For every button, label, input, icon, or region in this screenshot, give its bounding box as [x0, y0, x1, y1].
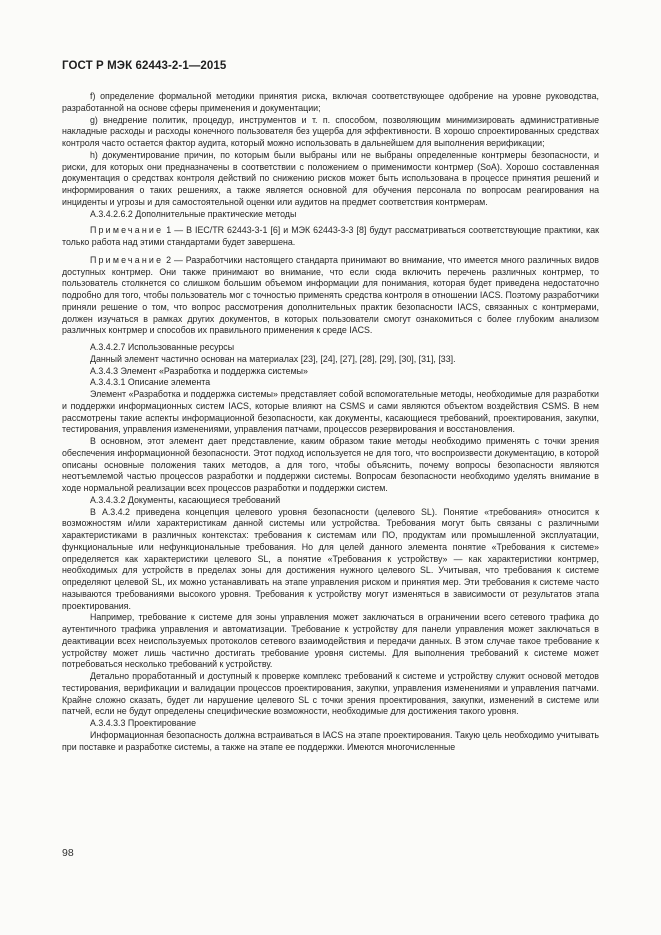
- document-body: [62, 91, 599, 753]
- paragraph: Информационная безопасность должна встраиваться в IACS на этапе проектирования. Такую цель необходимо учитывать при поставке и разработке системы, а также на этапе ее поддержки. Имеются многочисленные: [62, 729, 599, 752]
- section-heading: A.3.4.3.3 Проектирование: [90, 718, 197, 728]
- section-heading: A.3.4.3.2 Документы, касающиеся требований: [90, 494, 281, 505]
- paragraph: Данный элемент частично основан на материалах [23], [24], [27], [28], [29], [30], [31], [33].: [90, 353, 456, 364]
- section-heading: A.3.4.3.1 Описание элемента: [90, 377, 211, 388]
- note-number: 1: [166, 225, 172, 236]
- document-header: ГОСТ Р МЭК 62443-2-1—2015: [62, 60, 227, 72]
- note-label: Примечание: [90, 254, 164, 265]
- paragraph: В основном, этот элемент дает представление, каким образом такие методы необходимо применять с точки зрения обеспечения информационной безопасности. Этот подход используется не для того, что воспроизвести документацию, в которой описаны основные положения таких методов, а для того, чтобы объяснить, почему вопросы безопасности являются неотъемлемой частью процессов разработки и поддержки системы. Вопросам безопасности необходимо уделять внимание в ходе нормальной реализации всех процессов разработки и поддержки систем.: [62, 436, 599, 493]
- list-item-g: g) внедрение политик, процедур, инструментов и т. п. способом, позволяющим минимизировать административные накладные расходы и расходы конечного пользователя без ущерба для эффективности. В хорошо спроектированных средствах контроля часто остается фактор аудита, который можно использовать в дальнейшем для выполнения верификации;: [62, 114, 599, 148]
- note-2: [62, 255, 599, 337]
- note-number: 2: [166, 254, 172, 265]
- paragraph: Например, требование к системе для зоны управления может заключаться в ограничении всего сетевого трафика до аутентичного трафика управления и автоматизации. Требование к устройству для панели управления может заключаться в деактивации всех неиспользуемых протоколов сетевого взаимодействия и передачи данных. В этом случае такое требование к устройству может лишь частично достигать требование уровня системы. Для выполнения требований к системе может потребоваться несколько требований к устройству.: [62, 612, 599, 670]
- section-heading: A.3.4.3 Элемент «Разработка и поддержка системы»: [90, 365, 308, 376]
- list-item-h: h) документирование причин, по которым были выбраны или не выбраны определенные контрмеры безопасности, и риски, для которых они предназначены в соответствии с положением о применимости контрмер (SoA). Хорошо составленная документация о средствах контроля действий по снижению рисков может быть использована в процессе принятия решений и информирования о таких решениях, а также является основной для обучения персонала по вопросам реагирования на инциденты и угрозы и для самостоятельной оценки или аудитов на предмет соответствия контрмерам.: [62, 149, 599, 207]
- paragraph: Элемент «Разработка и поддержка системы» представляет собой вспомогательные методы, необходимые для разработки и поддержки информационных систем IACS, которые влияют на CSMS и сами являются объектом воздействия CSMS. В нем рассмотрены такие аспекты информационной безопасности, как документы, касающиеся требований, проектирования, закупки, тестирования, управления изменениями, управления патчами, процессов резервирования и восстановления.: [62, 389, 599, 435]
- section-heading: A.3.4.2.7 Использованные ресурсы: [90, 342, 235, 352]
- list-item-f: f) определение формальной методики принятия риска, включая соответствующее одобрение на уровне руководства, разработанной на основе сферы применения и документации;: [62, 91, 599, 113]
- paragraph: Детально проработанный и доступный к проверке комплекс требований к системе и устройству служит основой методов тестирования, верификации и валидации процессов проектирования, закупки, управления изменениями и управления патчами. Крайне сложно сказать, будет ли нарушение целевого SL с точки зрения проектирования, закупки, изменений в системе или патчей, если не будут определены специфические возможности, необходимые для достижения такого уровня.: [62, 671, 599, 717]
- section-heading: A.3.4.2.6.2 Дополнительные практические методы: [90, 208, 297, 219]
- note-text: — В IEC/TR 62443-3-1 [6] и МЭК 62443-3-3 [8] будут рассматриваться соответствующие практики, как только работа над этими стандартами будет завершена.: [62, 225, 599, 247]
- paragraph: В А.3.4.2 приведена концепция целевого уровня безопасности (целевого SL). Понятие «требования» относится к возможностям и/или характеристикам данной системы или устройства. Требования могут быть связаны с различными характеристиками в различных контекстах: требования к системам или ПО, продуктам или промышленной эксплуатации, функциональные или нефункциональные требования. Но для целей данного элемента понятие «Требования к системе» определяется как характеристики целевого SL, а понятие «Требования к устройству» — как характеристики контрмер, необходимых для устройств в пределах зоны для достижения нужного целевого SL. Учитывая, что требования к системе определяют целевой SL, их можно устанавливать на этапе управления риском и принятия мер. Эти требования к системе часто называются требованиями высокого уровня. Требования к устройству могут изменяться в зависимости от результатов этапа проектирования.: [62, 506, 599, 611]
- note-1: [62, 225, 599, 249]
- note-text: — Разработчики настоящего стандарта принимают во внимание, что имеется много различных видов доступных контрмер. Они также принимают во внимание, что если сюда включить перечень различных контрмер, то пользователь столкнется со слишком большим объемом информации для понимания, которая будет приведена недостаточно подробно для того, чтобы пользователь мог с точностью применять средства контроля в отношении IACS. Поэтому разработчики приняли решение о том, что вопрос рассмотрения дополнительных практик безопасности IACS, связанных с контрмерами, должен изучаться в рамках других документов, в которых пользователи смогут ознакомиться с более глубоким анализом различных контрмер и способов их правильного применения к среде IACS.: [62, 254, 599, 336]
- note-label: Примечание: [90, 225, 164, 236]
- page-number: 98: [62, 847, 74, 859]
